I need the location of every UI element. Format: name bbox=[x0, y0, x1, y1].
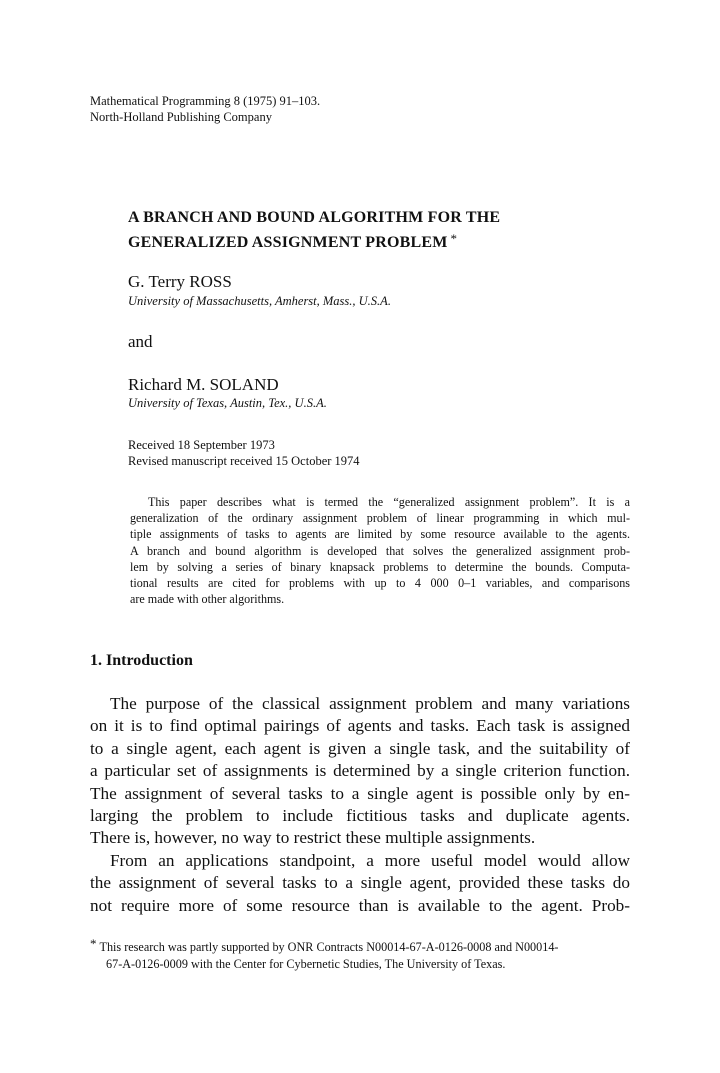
body-line: on it is to find optimal pairings of agents and tasks. Each task is assigned bbox=[90, 716, 630, 736]
footnote-marker: * bbox=[90, 936, 97, 951]
author-conjunction: and bbox=[128, 332, 153, 351]
title-line-2 bbox=[128, 228, 500, 253]
abstract-line: tiple assignments of tasks to agents are limited by some resource available to the agents. bbox=[130, 527, 630, 542]
abstract bbox=[130, 494, 630, 607]
revised-date: Revised manuscript received 15 October 1974 bbox=[128, 454, 360, 468]
title-line-2-text: GENERALIZED ASSIGNMENT PROBLEM bbox=[128, 234, 448, 251]
footnote bbox=[90, 935, 635, 973]
section-heading: 1. Introduction bbox=[90, 652, 193, 669]
body-line: the assignment of several tasks to a single agent, provided these tasks do bbox=[90, 873, 630, 893]
body-line: From an applications standpoint, a more useful model would allow bbox=[110, 850, 630, 870]
author-affiliation-2: University of Texas, Austin, Tex., U.S.A. bbox=[128, 396, 327, 410]
footnote-line-1 bbox=[90, 935, 635, 956]
footnote-line-2: 67-A-0126-0009 with the Center for Cybernetic Studies, The University of Texas. bbox=[106, 957, 506, 971]
received-date: Received 18 September 1973 bbox=[128, 438, 275, 452]
journal-citation: Mathematical Programming 8 (1975) 91–103. bbox=[90, 94, 321, 108]
author-name-1: G. Terry ROSS bbox=[128, 272, 232, 291]
body-text bbox=[90, 693, 630, 917]
body-line: to a single agent, each agent is given a single task, and the suitability of bbox=[90, 738, 630, 758]
abstract-line: are made with other algorithms. bbox=[130, 592, 285, 607]
title-footnote-marker: * bbox=[450, 231, 458, 246]
author-name-2: Richard M. SOLAND bbox=[128, 375, 279, 394]
body-line: There is, however, no way to restrict these multiple assignments. bbox=[90, 828, 536, 848]
abstract-line: lem by solving a series of binary knapsack problems to determine the bounds. Computa- bbox=[130, 559, 630, 574]
abstract-line: generalization of the ordinary assignment problem of linear programming in which mul- bbox=[130, 511, 630, 526]
abstract-line: tional results are cited for problems with up to 4 000 0–1 variables, and comparisons bbox=[130, 576, 630, 591]
body-line: not require more of some resource than is available to the agent. Prob- bbox=[90, 895, 630, 915]
body-line: larging the problem to include fictitious tasks and duplicate agents. bbox=[90, 806, 630, 826]
publisher-name: North-Holland Publishing Company bbox=[90, 110, 272, 124]
received-dates bbox=[128, 437, 360, 469]
body-line: The purpose of the classical assignment problem and many variations bbox=[110, 694, 630, 713]
paper-title bbox=[128, 207, 500, 253]
author-affiliation-1: University of Massachusetts, Amherst, Mass., U.S.A. bbox=[128, 294, 391, 308]
body-line: The assignment of several tasks to a single agent is possible only by en- bbox=[90, 783, 630, 803]
footnote-text-1: This research was partly supported by ONR Contracts N00014-67-A-0126-0008 and N00014- bbox=[99, 940, 559, 954]
abstract-line: A branch and bound algorithm is developed that solves the generalized assignment prob- bbox=[130, 543, 630, 558]
title-line-1: A BRANCH AND BOUND ALGORITHM FOR THE bbox=[128, 209, 501, 226]
journal-header bbox=[90, 93, 320, 125]
abstract-line: This paper describes what is termed the “generalized assignment problem”. It is a bbox=[148, 495, 630, 509]
body-line: a particular set of assignments is determined by a single criterion function. bbox=[90, 761, 630, 781]
